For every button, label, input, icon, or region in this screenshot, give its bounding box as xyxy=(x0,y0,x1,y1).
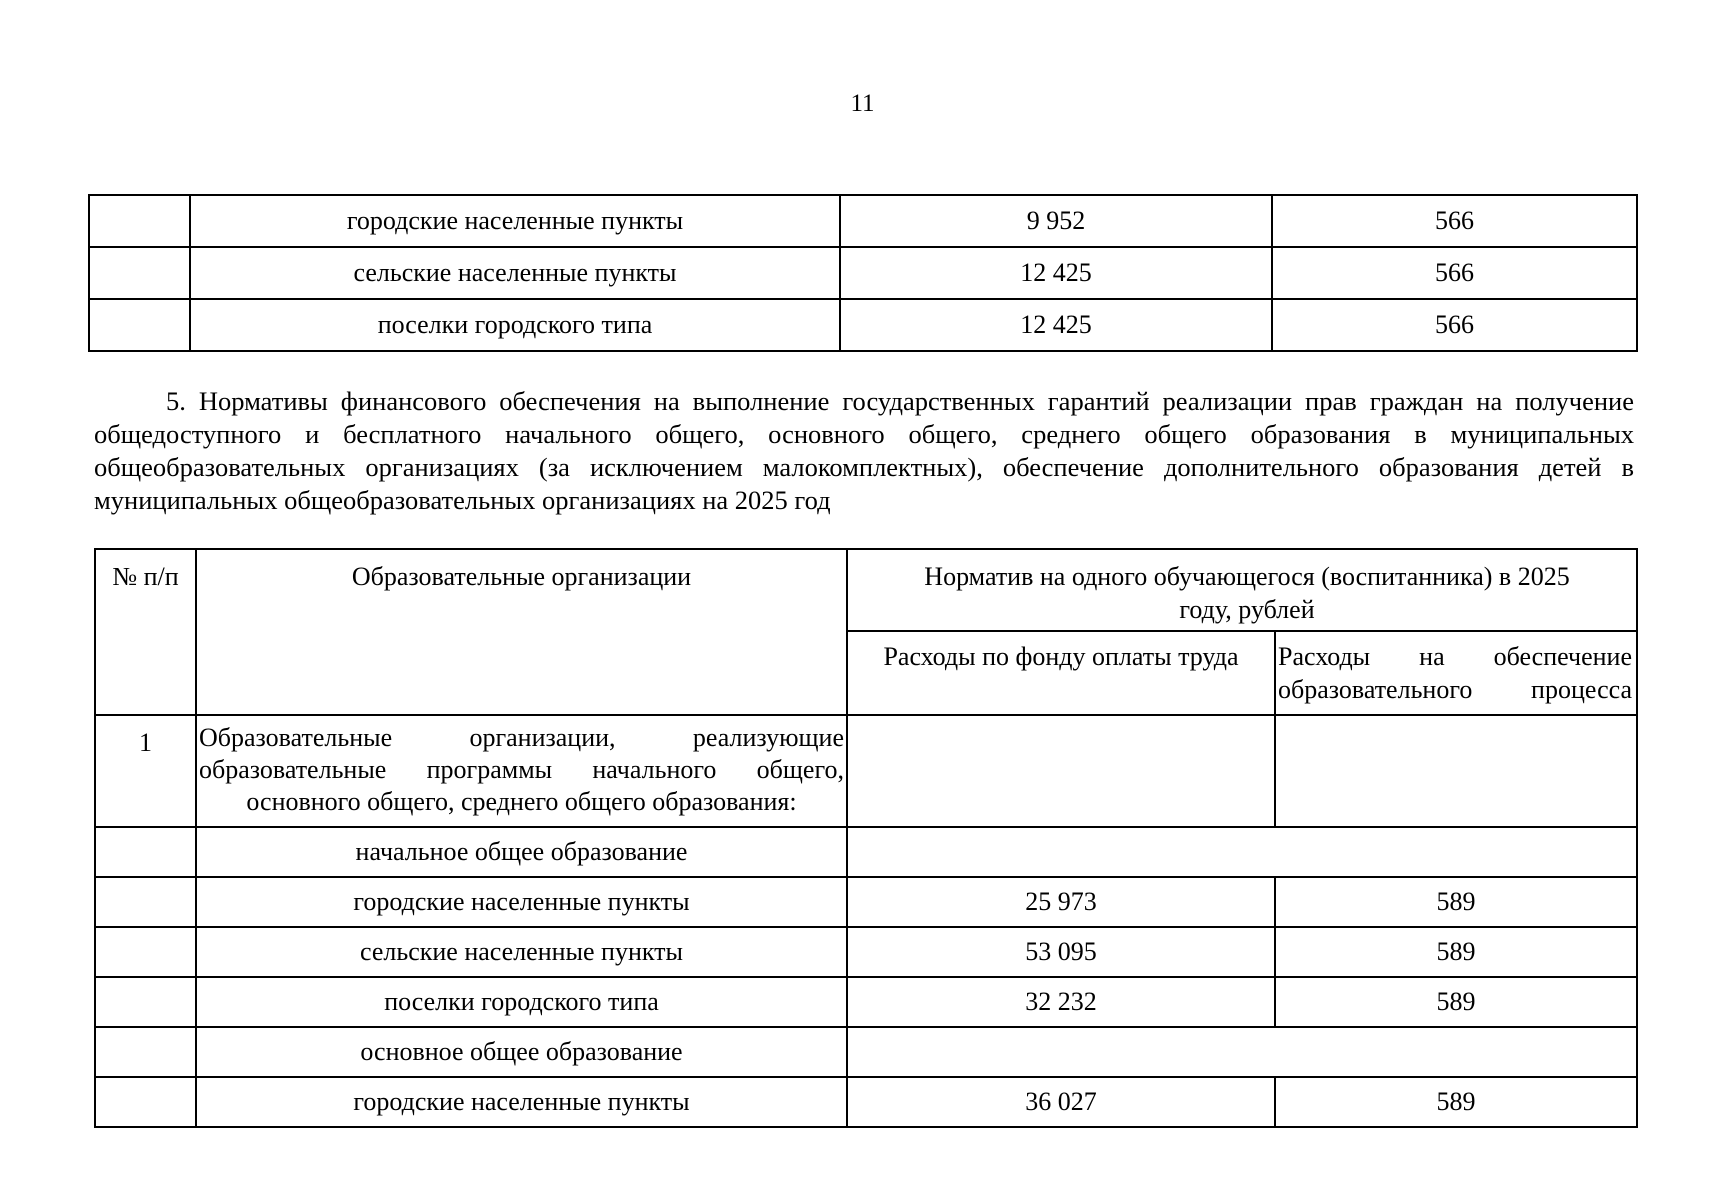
process-cost-cell: 589 xyxy=(1275,927,1637,977)
process-cost-cell: 566 xyxy=(1272,195,1637,247)
table-row xyxy=(95,1077,1637,1127)
table-row xyxy=(89,247,1637,299)
labor-cost-cell: 12 425 xyxy=(840,299,1272,351)
num-cell xyxy=(89,247,190,299)
process-cost-cell: 589 xyxy=(1275,1077,1637,1127)
labor-cost-cell: 32 232 xyxy=(847,977,1275,1027)
table-row xyxy=(89,195,1637,247)
labor-cost-cell: 53 095 xyxy=(847,927,1275,977)
table-row xyxy=(95,715,1637,827)
row-name-cell: городские населенные пункты xyxy=(190,195,840,247)
num-header: № п/п xyxy=(95,549,196,715)
process-cost-cell xyxy=(1275,715,1637,827)
process-cost-cell: 566 xyxy=(1272,299,1637,351)
page-number: 11 xyxy=(850,90,875,117)
row-name-cell: поселки городского типа xyxy=(196,977,847,1027)
process-cost-cell: 589 xyxy=(1275,977,1637,1027)
section-row xyxy=(95,1027,1637,1077)
section-5-paragraph: 5. Нормативы финансового обеспечения на выполнение государственных гарантий реализации прав граждан на получение общедоступного и бесплатного начального общего, основного общего, среднего общего образования в муниципальных общеобразовательных организациях (за исключением малокомплектных), обеспечение дополнительного образования детей в муниципальных общеобразовательных организациях на 2025 год xyxy=(94,386,1634,515)
process-cost-cell: 566 xyxy=(1272,247,1637,299)
labor-cost-cell: 12 425 xyxy=(840,247,1272,299)
table-row xyxy=(95,977,1637,1027)
normatives-table xyxy=(94,548,1638,1128)
row-name-cell: сельские населенные пункты xyxy=(196,927,847,977)
table-row xyxy=(95,927,1637,977)
process-cost-cell: 589 xyxy=(1275,877,1637,927)
row-name-cell: Образовательные организации, реализующие образовательные программы начального общего, основного общего, среднего общего образования: xyxy=(196,715,847,827)
org-header: Образовательные организации xyxy=(196,549,847,715)
row-name-cell: городские населенные пункты xyxy=(196,877,847,927)
labor-cost-cell xyxy=(847,715,1275,827)
num-cell xyxy=(95,977,196,1027)
section-label: начальное общее образование xyxy=(196,827,847,877)
table-row xyxy=(89,299,1637,351)
num-cell xyxy=(95,1077,196,1127)
empty-cell xyxy=(847,827,1637,877)
labor-cost-cell: 9 952 xyxy=(840,195,1272,247)
row-name-cell: сельские населенные пункты xyxy=(190,247,840,299)
num-cell xyxy=(95,877,196,927)
num-cell xyxy=(89,195,190,247)
num-cell xyxy=(95,827,196,877)
row-name-cell: поселки городского типа xyxy=(190,299,840,351)
labor-header: Расходы по фонду оплаты труда xyxy=(847,631,1275,715)
section-row xyxy=(95,827,1637,877)
row-name-cell: городские населенные пункты xyxy=(196,1077,847,1127)
num-cell xyxy=(95,1027,196,1077)
labor-cost-cell: 36 027 xyxy=(847,1077,1275,1127)
num-cell xyxy=(95,927,196,977)
empty-cell xyxy=(847,1027,1637,1077)
labor-cost-cell: 25 973 xyxy=(847,877,1275,927)
normative-header: Норматив на одного обучающегося (воспитанника) в 2025 году, рублей xyxy=(847,549,1637,631)
process-header: Расходы на обеспечение образовательного процесса xyxy=(1275,631,1637,715)
num-cell xyxy=(89,299,190,351)
section-label: основное общее образование xyxy=(196,1027,847,1077)
row-number: 1 xyxy=(95,715,196,827)
continuation-table xyxy=(88,194,1638,352)
header-row xyxy=(95,549,1637,631)
table-row xyxy=(95,877,1637,927)
